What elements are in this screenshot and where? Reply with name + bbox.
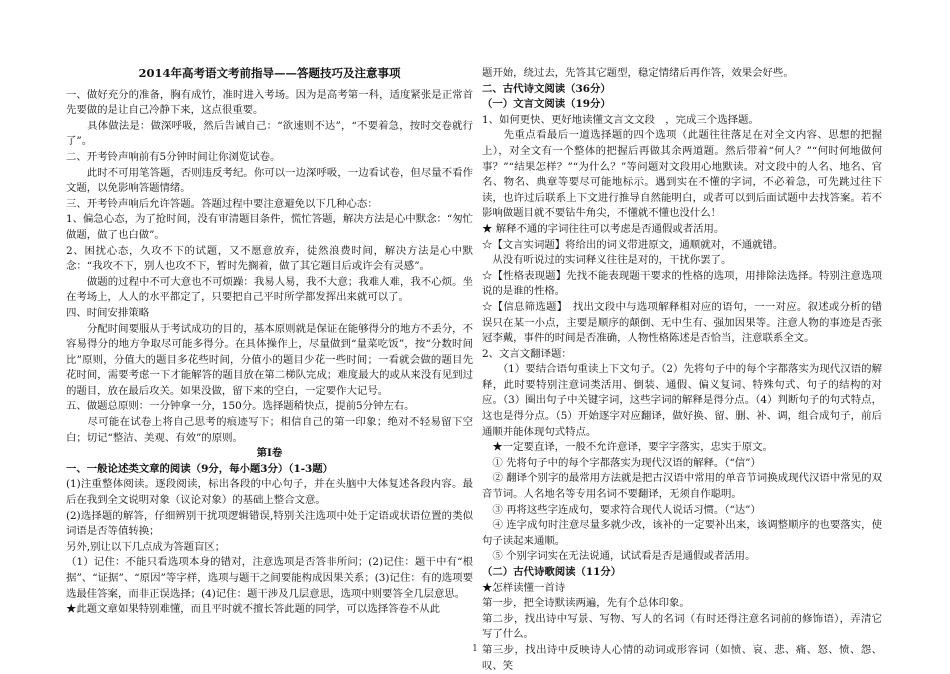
paragraph: 题开始，绕过去，先答其它题型，稳定情绪后再作答，效果会好些。 xyxy=(482,67,794,79)
paragraph: 一、一般论述类文章的阅读（9分，每小题3分）（1-3题） xyxy=(66,462,334,475)
paragraph: 1、偏急心态，为了抢时间，没有审清题目条件，慌忙答题，解决方法是心中默念：“匆忙做题，做了也白做”。 xyxy=(66,213,473,241)
right-column xyxy=(482,66,882,674)
paragraph: （1）要结合语句重读上下文句子。（2）先将句子中的每个字都落实为现代汉语的解释，此时要特别注意词类活用、倒装、通假、偏义复词、特殊句式、句子的结构的对应。（3）圈出句子中关键字词，这些字词的解释是得分点。（4）判断句子的句式特点，这也是得分点。（5）开始逐字对应翻译，做好换、留、删、补、调，组合成句子，前后通顺并能体现句式特点。 xyxy=(482,363,882,438)
paragraph: ② 翻译个别字的最常用方法就是把古汉语中常用的单音节词换成现代汉语中常见的双音节词。人名地名等专用名词不要翻译，无须自作聪明。 xyxy=(482,472,882,501)
paragraph: 尽可能在试卷上将自己思考的痕迹写下；相信自己的第一印象；绝对不轻易留下空白；切记“整洁、美观、有效”的原则。 xyxy=(66,416,473,444)
page-number: 1 xyxy=(472,644,478,654)
paragraph: ★此题文章如果特别难懂，而且平时就不擅长答此题的同学，可以选择答卷不从此 xyxy=(66,603,441,616)
paragraph: 第二步，找出诗中写景、写物、写人的名词（有时还得注意名词前的修饰语），弄清它写了什么。 xyxy=(482,612,882,641)
paragraph: （二）古代诗歌阅读（11分） xyxy=(482,566,622,578)
paragraph: ★怎样读懂一首诗 xyxy=(482,581,566,594)
paragraph: 分配时间要服从于考试成功的目的，基本原则就是保证在能够得分的地方不丢分，不容易得分的地方争取尽可能多得分。在具体操作上，尽量做到“量菜吃饭”，按“分数时间比”原则，分值大的题目多花些时间，分值小的题目少花一些时间；一看就会做的题目先花时间，需要考虑一下才能解答的题目放在第二梯队完成；难度最大的或从来没有见到过的题目，放在最后攻关。如果没做，留下来的空白，一定要作大记号。 xyxy=(66,322,473,397)
paragraph: 第Ⅰ卷 xyxy=(256,447,283,460)
paragraph: 具体做法是：做深呼吸，然后告诫自己：“欲速则不达”，“不要着急，按时交卷就行了”。 xyxy=(66,119,473,148)
paragraph: (1)注重整体阅读。逐段阅读，标出各段的中心句子，并在头脑中大体复述各段内容。最后在我到全文说明对象（议论对象）的基础上整合文意。 xyxy=(66,478,473,507)
paragraph: ③ 再将这些字连成句，要求符合现代人说话习惯。（“达”） xyxy=(482,503,761,516)
left-paragraphs xyxy=(66,88,473,618)
paragraph: （一）文言文阅读（19分） xyxy=(482,98,611,111)
paragraph: ⑤ 个别字词实在无法说通，试试看是否是通假或者活用。 xyxy=(482,550,756,563)
paragraph: 从没有听说过的实词释义往往是对的，干扰你罢了。 xyxy=(482,254,732,267)
paragraph: ④ 连字成句时注意尽量多就少改，该补的一定要补出来，该调整顺序的也要落实，使句子读起来通顺。 xyxy=(482,519,882,547)
paragraph: （1）记住：不能只看选项本身的错对，注意选项是否答非所问；(2)记住：题干中有“根据”、“证据”、“原因”等字样，选项与题干之间要能构成因果关系；(3)记住：有的选项要选最佳答案，而非正误选择；(4)记住：题干涉及几层意思，选项中则要答全几层意思。 xyxy=(66,556,473,600)
paragraph: 1、如何更快、更好地读懂文言文文段 ，完成三个选择题。 xyxy=(482,113,759,126)
paragraph: 一、做好充分的准备，胸有成竹，准时进入考场。因为是高考第一科，适度紧张是正常首先要做的是让自己冷静下来，这点很重要。 xyxy=(66,88,473,117)
paragraph: 三、开考铃声响后允许答题。答题过程中要注意避免以下几种心态： xyxy=(66,197,378,210)
paragraph: 先重点看最后一道选择题的四个选项（此题往往落足在对全文内容、思想的把握上），对全文有一个整体的把握后再做其余两道题。然后带着“何人？”“何时何地做何事？”“结果怎样？”“为什么？”等问题对文段用心地默读。对文段中的人名、地名、官名、物名、典章等要尽可能地标示。遇到实在不懂的字词，不必着急，可先跳过往下读，也许过后联系上下文进行推导自然能明白，或者可以到后面试题中去找答案。若不影响做题目就不要钻牛角尖，不懂就不懂也没什么！ xyxy=(482,129,882,220)
paragraph: 此时不可用笔答题，否则违反考纪。你可以一边深呼吸，一边看试卷，但尽量不看作文题，以免影响答题情绪。 xyxy=(66,166,473,195)
paragraph: 二、古代诗文阅读（36分） xyxy=(482,82,611,95)
paragraph: 2、困扰心态，久攻不下的试题，又不愿意放弃，徒然浪费时间，解决方法是心中默念：“我攻不下，别人也攻不下，暂时先搁着，做了其它题目后或许会有灵感”。 xyxy=(66,244,473,273)
paragraph: ☆【性格表现题】先找不能表现题干要求的性格的选项，用排除法选择。特别注意选项说的是谁的性格。 xyxy=(482,269,882,298)
paragraph: ★ 解释不通的字词往往可以考虑是否通假或者活用。 xyxy=(482,222,725,235)
paragraph: 二、开考铃声响前有5分钟时间让你浏览试卷。 xyxy=(66,150,281,163)
paragraph: 第一步，把全诗默读两遍，先有个总体印象。 xyxy=(482,597,690,610)
paragraph: ① 先将句子中的每个字都落实为现代汉语的解释。（“信”） xyxy=(482,456,761,469)
paragraph: 四、时间安排策略 xyxy=(66,306,150,319)
paragraph: 做题的过程中不可大意也不可烦躁：我易人易，我不大意；我难人难，我不心烦。坐在考场上，人人的水平都定了，只要把自己平时所学都发挥出来就可以了。 xyxy=(66,275,473,304)
paragraph: 2、文言文翻译题： xyxy=(482,347,572,360)
paragraph: 另外,别让以下几点成为答题盲区； xyxy=(66,540,226,553)
left-column xyxy=(66,66,473,618)
paragraph: 第三步，找出诗中反映诗人心情的动词或形容词（如愤、哀、悲、痛、怒、愤、怨、叹、笑 xyxy=(482,643,882,672)
document-title: 2014年高考语文考前指导——答题技巧及注意事项 xyxy=(138,66,401,80)
paragraph: ★一定要直译，一般不允许意译，要字字落实，忠实于原文。 xyxy=(482,441,773,454)
paragraph: ☆【文言实词题】将给出的词义带进原文，通顺就对，不通就错。 xyxy=(482,238,784,251)
paragraph: (2)选择题的解答，仔细辨别干扰项逻辑错误,特别关注选项中处于定语或状语位置的类似词语是否等值转换； xyxy=(66,509,473,538)
paragraph: ☆【信息筛选题】 找出文段中与选项解释相对应的语句，一一对应。叙述或分析的错误只在某一小点，主要是顺序的颠倒、无中生有、强加因果等。注意人物的事迹是否张冠李戴，事件的时间是否准确，人物性格陈述是否恰当，注意联系全文。 xyxy=(482,300,882,345)
right-paragraphs xyxy=(482,66,882,674)
paragraph: 五、做题总原则：一分钟拿一分，150分。选择题稍快点，提前5分钟左右。 xyxy=(66,400,415,413)
